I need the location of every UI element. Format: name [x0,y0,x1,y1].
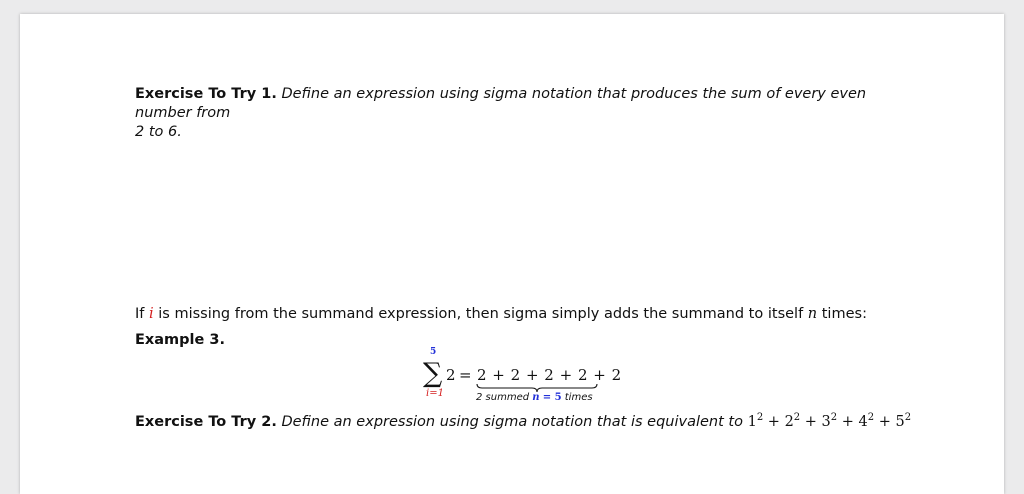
plus-operator: + [800,413,822,430]
exercise-1-text-line2: 2 to 6. [135,124,182,140]
intro-paragraph [135,306,867,322]
sum-lower-limit: i=1 [426,388,444,399]
exercise-1-heading: Exercise To Try 1. [135,86,277,102]
document-page [20,14,1004,494]
brace-label-prefix: 2 summed [476,392,530,403]
summand: 2 [446,366,456,384]
power-exponent: 2 [867,412,875,423]
power-exponent: 2 [830,412,838,423]
exercise-2-heading: Exercise To Try 2. [135,413,277,430]
power-exponent: 2 [756,412,764,423]
sum-upper-limit: 5 [430,347,437,357]
intro-middle: is missing from the summand expression, then sigma simply adds the summand to itself [158,306,804,322]
power-base: 2 [784,413,794,430]
underbrace-label [476,392,601,403]
power-base: 3 [821,413,831,430]
power-exponent: 2 [904,412,912,423]
sigma-equation [423,347,623,410]
exercise-2-text: Define an expression using sigma notation that is equivalent to [281,413,743,430]
power-exponent: 2 [793,412,801,423]
intro-before-i: If [135,306,145,322]
index-i-symbol: i [149,306,154,322]
intro-after-n: times: [821,306,867,322]
plus-operator: + [763,413,785,430]
exercise-2-expression [748,414,912,430]
exercise-1-text-line1: Define an expression using sigma notation that produces the sum of every even number from [135,86,867,121]
sum-expansion: 2 + 2 + 2 + 2 + 2 [477,366,622,384]
sigma-symbol: ∑ [423,358,443,389]
brace-label-suffix: times [564,392,593,403]
power-term [748,414,764,430]
brace-label-equals: = 5 [542,392,562,403]
brace-label-n: n [532,392,540,403]
power-base: 5 [895,413,905,430]
n-symbol: n [807,306,818,322]
power-term [785,414,801,430]
plus-operator: + [837,413,859,430]
power-base: 1 [747,413,757,430]
exercise-2 [135,412,911,430]
power-term [822,414,838,430]
plus-operator: + [874,413,896,430]
example-3-heading: Example 3. [135,332,225,348]
exercise-1 [135,85,905,142]
power-term [896,414,912,430]
power-term [859,414,875,430]
equals-sign: = [459,366,472,384]
power-base: 4 [858,413,868,430]
